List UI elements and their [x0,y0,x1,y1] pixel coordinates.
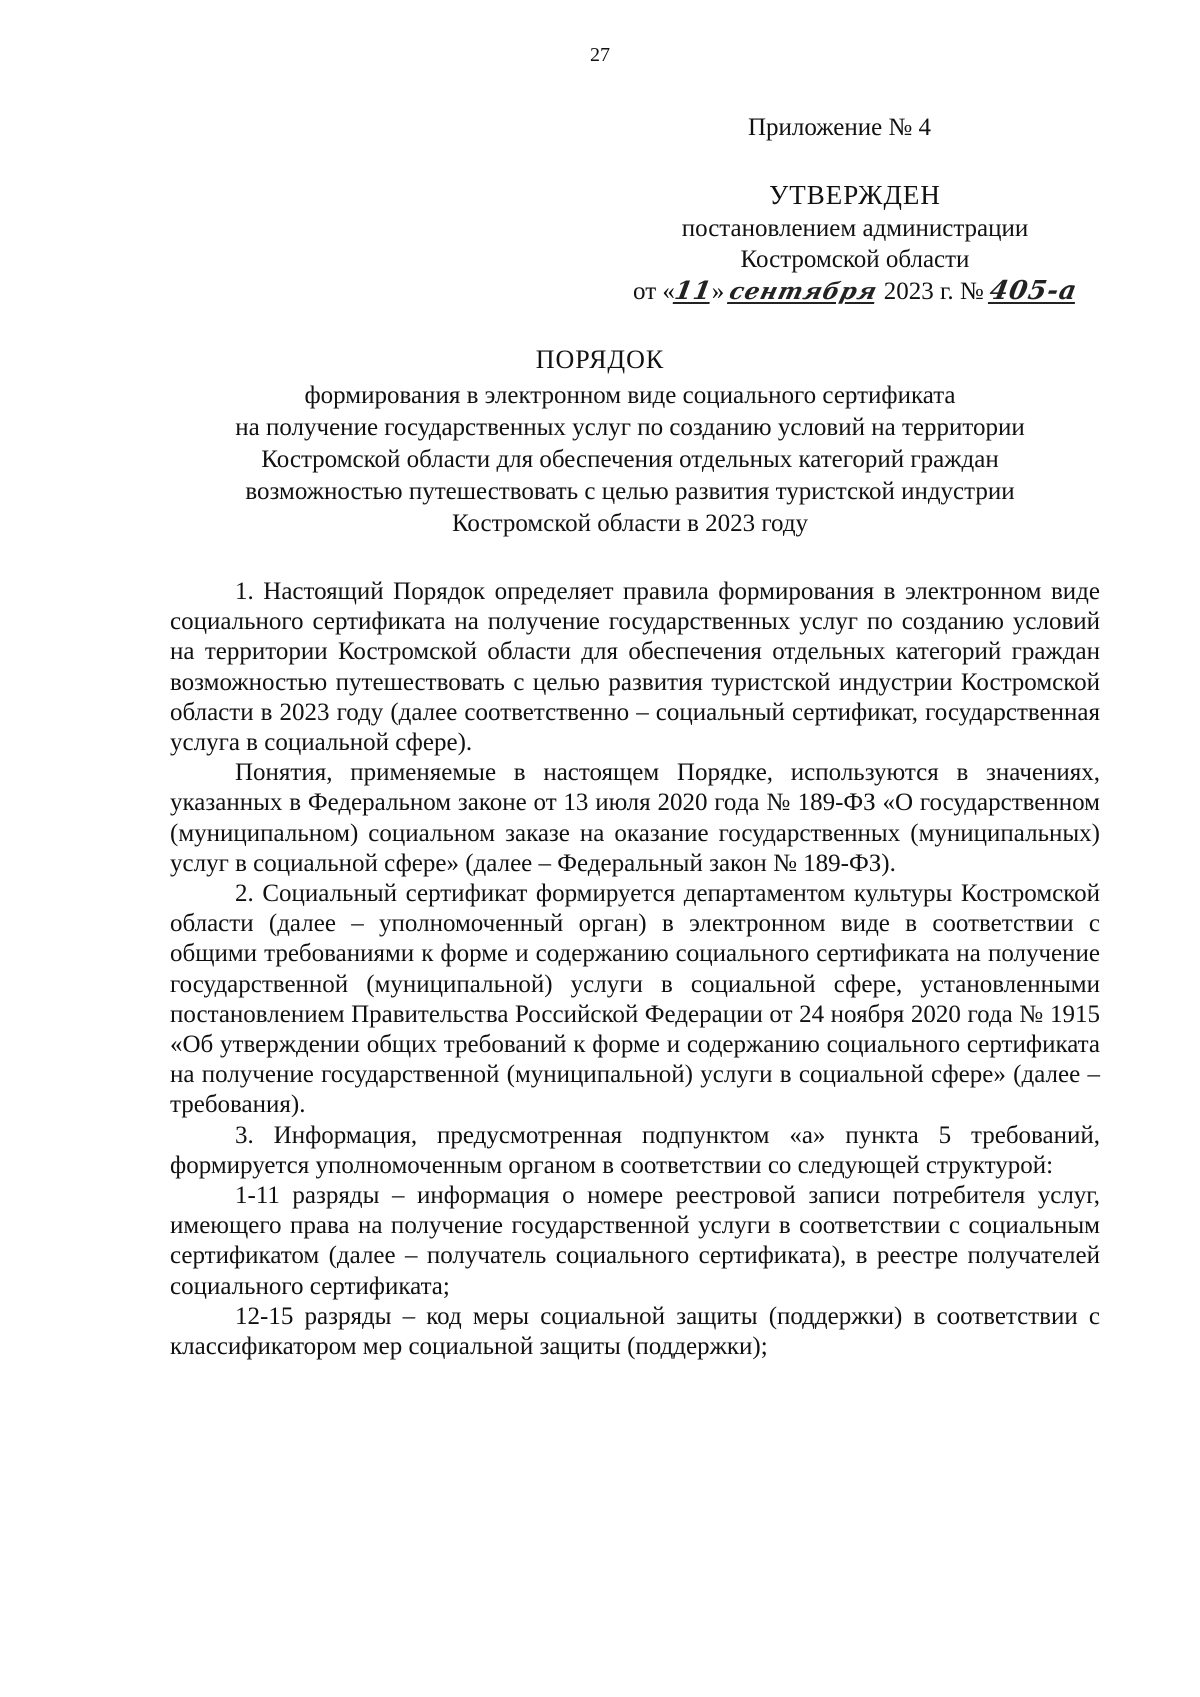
approval-date-line [620,275,1090,307]
approval-block [620,180,1090,307]
paragraph-digits-1-11: 1-11 разряды – информация о номере реестровой записи потребителя услуг, имеющего права на получение государственной услуги в соответствии с социальным сертификатом (далее – получатель социального сертификата), в реестре получателей социального сертификата; [170,1182,1100,1300]
subtitle-line: на получение государственных услуг по созданию условий на территории [235,414,1025,441]
year-text: 2023 г. № [877,278,991,305]
handwritten-day: 11 [672,276,715,305]
date-prefix: от « [633,278,675,305]
paragraph-digits-12-15: 12-15 разряды – код меры социальной защиты (поддержки) в соответствии с классификатором мер социальной защиты (поддержки); [170,1302,1100,1361]
paragraph-3: 3. Информация, предусмотренная подпунктом «а» пункта 5 требований, формируется уполномоченным органом в соответствии со следующей структурой: [170,1121,1100,1179]
approved-heading: УТВЕРЖДЕН [769,180,941,210]
subtitle-line: Костромской области в 2023 году [451,510,809,537]
handwritten-decree-number: 405-а [987,276,1080,306]
handwritten-month: сентября [727,278,881,305]
paragraph-concepts: Понятия, применяемые в настоящем Порядке, используются в значениях, указанных в Федеральном законе от 13 июля 2020 года № 189-ФЗ «О государственном (муниципальном) социальном заказе на оказание государственных (муниципальных) услуг в социальной сфере» (далее – Федеральный закон № 189-ФЗ). [170,759,1100,877]
subtitle-line: возможностью путешествовать с целью развития туристской индустрии [245,478,1015,505]
paragraph-2: 2. Социальный сертификат формируется департаментом культуры Костромской области (далее – уполномоченный орган) в электронном виде в соответствии с общими требованиями к форме и содержанию социального сертификата на получение государственной (муниципальной) услуги в социальной сфере, установленными постановлением Правительства Российской Федерации от 24 ноября 2020 года № 1915 «Об утверждении общих требований к форме и содержанию социального сертификата на получение государственной (муниципальной) услуги в социальной сфере» (далее – требования). [170,880,1100,1119]
subtitle-line: формирования в электронном виде социального сертификата [304,382,956,409]
approval-line-1: постановлением администрации [681,215,1029,242]
subtitle-line: Костромской области для обеспечения отдельных категорий граждан [261,446,999,473]
paragraph-1: 1. Настоящий Порядок определяет правила формирования в электронном виде социального сертификата на получение государственных услуг по созданию условий на территории Костромской области для обеспечения отдельных категорий граждан возможностью путешествовать с целью развития туристской индустрии Костромской области в 2023 году (далее соответственно – социальный сертификат, государственная услуга в социальной сфере). [170,578,1100,757]
document-body [170,577,1100,1362]
date-mid: » [711,278,731,305]
appendix-label: Приложение № 4 [748,114,932,141]
document-title: ПОРЯДОК [535,345,665,374]
page-number: 27 [590,44,610,66]
document-subtitle [170,380,1090,540]
approval-line-2: Костромской области [740,246,970,273]
